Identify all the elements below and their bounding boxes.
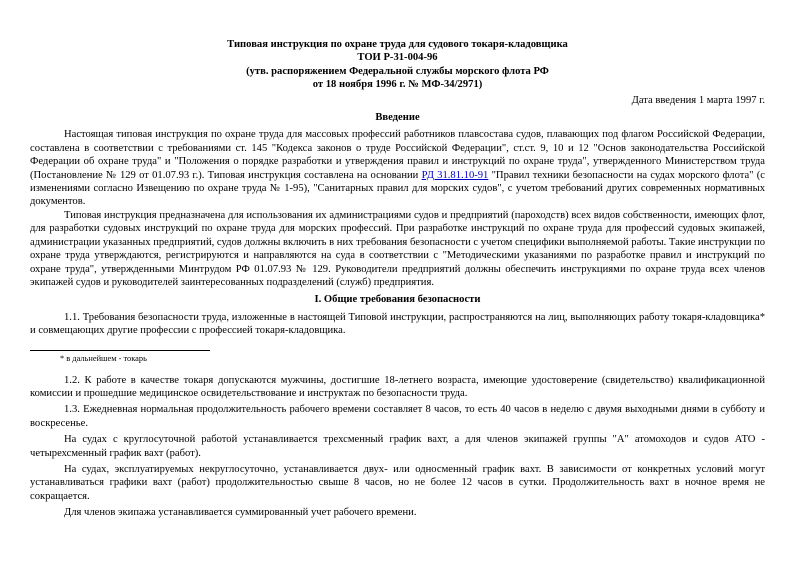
footnote: * в дальнейшем - токарь — [60, 353, 147, 363]
clause-1-3: 1.3. Ежедневная нормальная продолжительность рабочего времени составляет 8 часов, то есть 40 часов в неделю с двумя выходными днями в субботу и воскресенье. — [30, 404, 765, 429]
header-code: ТОИ Р-31-004-96 — [357, 52, 438, 64]
header-title: Типовая инструкция по охране труда для судового токаря-кладовщика — [227, 39, 568, 50]
effective-date: Дата введения 1 марта 1997 г. — [631, 94, 765, 106]
document-header — [30, 38, 765, 92]
intro-heading: Введение — [375, 112, 420, 124]
clause-1-1: 1.1. Требования безопасности труда, изложенные в настоящей Типовой инструкции, распространяются на лиц, выполняющих работу токаря-кладовщика* и совмещающих другие профессии с профессией токаря-кладовщика. — [30, 311, 765, 337]
crew-time-accounting-paragraph: Для членов экипажа устанавливается суммированный учет рабочего времени. — [64, 507, 417, 519]
round-clock-schedule-paragraph: На судах с круглосуточной работой устанавливается трехсменный график вахт, а для членов экипажей группы "А" атомоходов и судов АТО - четырехсменный график вахт (работ). — [30, 434, 765, 459]
rd-link[interactable]: РД 31.81.10-91 — [421, 169, 489, 181]
intro-p1-text-a: Настоящая типовая инструкция по охране труда для массовых профессий работников плавсостава судов, плавающих под флагом Российской Федерации, составлена в соответствии с требованиями ст. 145 "Кодекса законов о труде Российской Федерации", ст.ст. 9, 10 и 12 "Основ законодательства Российской Федерации об охране труда" и "Положения о порядке разработки и утверждения правил и инструкций по охране труда", утвержденного Министерством труда (Постановление № 129 от 01.07.93 г.). Типовая инструкция составлена на основании — [30, 129, 765, 181]
non-round-clock-schedule-paragraph: На судах, эксплуатируемых некруглосуточно, устанавливается двух- или односменный график вахт. В зависимости от конкретных условий могут устанавливаться графики вахт (работ) продолжительностью свыше 8 часов, но не более 12 часов в сутки. Продолжительность вахт в ночное время не сокращается. — [30, 463, 765, 502]
footnote-divider — [30, 350, 210, 351]
document-page — [30, 38, 765, 520]
intro-paragraph-2: Типовая инструкция предназначена для использования их администрациями судов и предприятий (пароходств) всех видов собственности, имеющих флот, для разработки судовых инструкций по охране труда для морских профессий. При разработке инструкций по охране труда для профессий судовых экипажей, администрации указанных предприятий, судов должны включить в них требования безопасности с учетом специфики выполняемой работы. Такие инструкции по охране труда утверждаются, регистрируются и направляются на суда в соответствии с "Методическими указаниями по разработке правил и инструкций по охране труда", утвержденными Минтрудом РФ 01.07.93 № 129. Руководители предприятий должны обеспечить инструкциями по охране труда всех членов экипажей судов и руководителей заинтересованных подразделений (служб) предприятия. — [30, 209, 765, 288]
header-approval: (утв. распоряжением Федеральной службы морского флота РФ — [246, 65, 549, 77]
header-approval-date: от 18 ноября 1996 г. № МФ-34/2971) — [312, 79, 483, 91]
intro-p1-text-b: "Правил техники безопасности на судах морского флота" (с изменениями согласно Извещению по охране труда № 1-95), "Санитарных правил для морских судов", с учетом требований других современных нормативных документов. — [30, 169, 765, 208]
intro-paragraph-1 — [30, 128, 765, 208]
section-1-heading: I. Общие требования безопасности — [314, 294, 481, 306]
clause-1-2: 1.2. К работе в качестве токаря допускаются мужчины, достигшие 18-летнего возраста, имеющие удостоверение (свидетельство) квалификационной комиссии и прошедшие медицинское освидетельствование и инструктаж по безопасности труда. — [30, 374, 765, 399]
